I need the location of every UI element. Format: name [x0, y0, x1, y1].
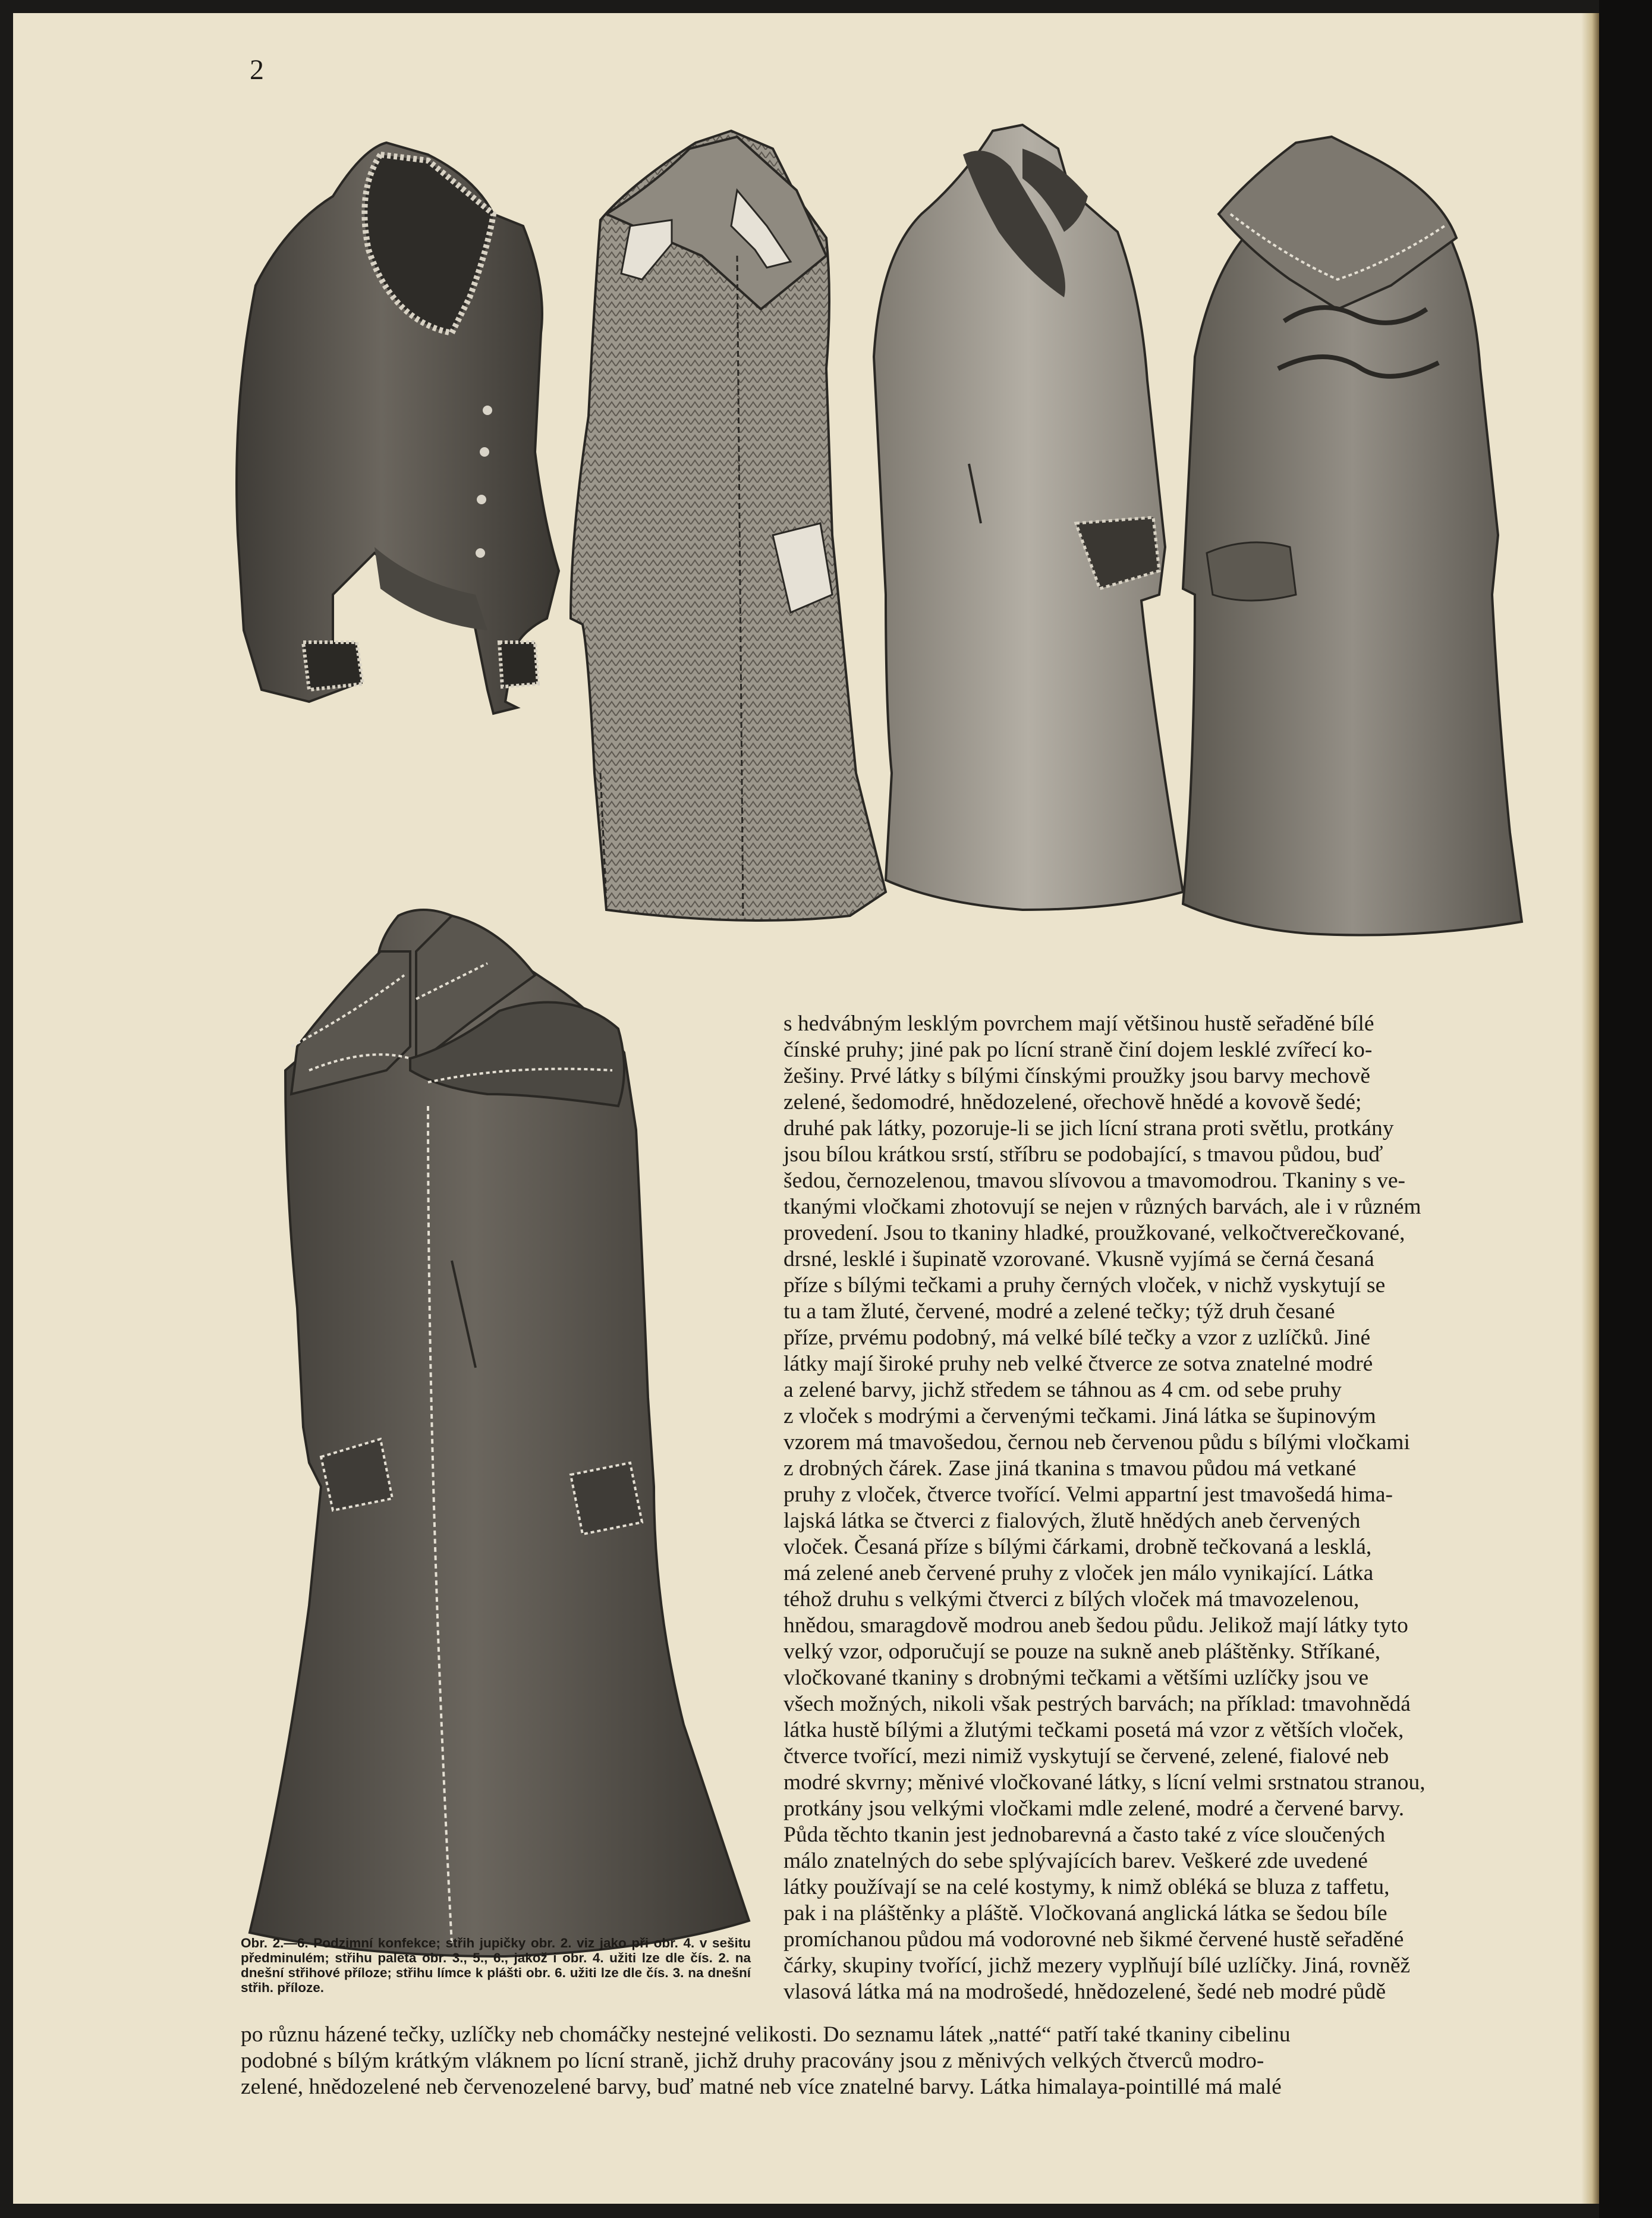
article-line: protkány jsou velkými vločkami mdle zelené, modré a červené barvy.: [783, 1796, 1405, 1821]
article-line: velký vzor, odporučují se pouze na sukně aneb pláštěnky. Stříkané,: [783, 1639, 1381, 1664]
article-line: šedou, černozelenou, tmavou slívovou a tmavomodrou. Tkaniny s ve-: [783, 1168, 1405, 1193]
article-line: vločkované tkaniny s drobnými tečkami a většími uzlíčky jsou ve: [783, 1666, 1369, 1690]
article-line: lajská látka se čtverci z fialových, žlutě hnědých aneb červených: [783, 1509, 1361, 1533]
article-column: [783, 1011, 1549, 2005]
article-line: zelené, hnědozelené neb červenozelené barvy, buď matné neb více znatelné barvy. Látka himalaya-pointillé má malé: [241, 2075, 1282, 2099]
coat-illustration: [1183, 137, 1522, 935]
article-line: vloček. Česaná příze s bílými čárkami, drobně tečkovaná a lesklá,: [783, 1535, 1372, 1559]
article-line: pruhy z vloček, čtverce tvořící. Velmi appartní jest tmavošedá hima-: [783, 1482, 1393, 1507]
article-line: jsou bílou krátkou srstí, stříbru se podobající, s tmavou půdou, buď: [783, 1142, 1383, 1167]
article-line: vzorem má tmavošedou, černou neb červenou půdu s bílými vločkami: [783, 1430, 1410, 1454]
article-line: příze s bílými tečkami a pruhy černých vloček, v nichž vyskytují se: [783, 1273, 1386, 1298]
article-line: Půda těchto tkanin jest jednobarevná a často také z více sloučených: [783, 1823, 1386, 1847]
article-line: má zelené aneb červené pruhy z vloček jen málo vynikající. Látka: [783, 1561, 1374, 1585]
article-line: látky mají široké pruhy neb velké čtverce ze sotva znatelné modré: [783, 1352, 1373, 1376]
article-line: čtverce tvořící, mezi nimiž vyskytují se červené, zelené, fialové neb: [783, 1744, 1389, 1768]
article-line: pak i na pláštěnky a pláště. Vločkovaná anglická látka se šedou bíle: [783, 1901, 1387, 1925]
article-line: s hedvábným lesklým povrchem mají většinou hustě seřaděné bílé: [783, 1011, 1374, 1036]
article-line: všech možných, nikoli však pestrých barvách; na příklad: tmavohnědá: [783, 1692, 1411, 1716]
coat-illustration: [250, 910, 749, 1956]
article-line: čínské pruhy; jiné pak po lícní straně činí dojem lesklé zvířecí ko-: [783, 1038, 1373, 1062]
article-line: vlasová látka má na modrošedé, hnědozelené, šedé neb modré půdě: [783, 1980, 1386, 2004]
article-line: promíchanou půdou má vodorovné neb šikmé červené hustě seřaděné: [783, 1927, 1404, 1952]
coat-illustration: [571, 131, 886, 920]
caption-text: Obr. 2.—6. Podzimní konfekce; střih jupičky obr. 2. viz jako při obr. 4. v sešitu předminulém; střihu paleta obr. 3., 5., 6., jakož i obr. 4. užiti lze dle čís. 2. na dnešní střihové příloze; střihu límce k plášti obr. 6. užiti lze dle čís. 3. na dnešní střih. příloze.: [241, 1936, 751, 1995]
article-line: provedení. Jsou to tkaniny hladké, proužkované, velkočtverečkované,: [783, 1221, 1405, 1245]
article-line: žešiny. Prvé látky s bílými čínskými proužky jsou barvy mechově: [783, 1064, 1370, 1088]
article-line: podobné s bílým krátkým vláknem po lícní straně, jichž druhy pracovány jsou z měnivých velkých čtverců modro-: [241, 2049, 1264, 2073]
article-line: tu a tam žluté, červené, modré a zelené tečky; týž druh česané: [783, 1299, 1335, 1324]
article-line: z drobných čárek. Zase jiná tkanina s tmavou půdou má vetkané: [783, 1456, 1357, 1481]
article-line: hnědou, smaragdově modrou aneb šedou půdu. Jelikož mají látky tyto: [783, 1613, 1408, 1638]
article-line: a zelené barvy, jichž středem se táhnou as 4 cm. od sebe pruhy: [783, 1378, 1342, 1402]
article-line: téhož druhu s velkými čtverci z bílých vloček má tmavozelenou,: [783, 1587, 1360, 1611]
coat-illustration: [874, 125, 1183, 910]
article-line: málo znatelných do sebe splývajících barev. Veškeré zde uvedené: [783, 1849, 1368, 1873]
article-line: druhé pak látky, pozoruje-li se jich lícní strana proti světlu, protkány: [783, 1116, 1394, 1141]
article-line: látky používají se na celé kostymy, k nimž obléká se bluza z taffetu,: [783, 1875, 1390, 1899]
article-line: z vloček s modrými a červenými tečkami. Jiná látka se šupinovým: [783, 1404, 1376, 1428]
jacket-illustration: [237, 143, 559, 714]
article-line: čárky, skupiny tvořící, jichž mezery vyplňují bílé uzlíčky. Jiná, rovněž: [783, 1953, 1411, 1978]
article-line: tkanými vločkami zhotovují se nejen v různých barvách, ale i v různém: [783, 1195, 1421, 1219]
article-line: po různu házené tečky, uzlíčky neb chomáčky nestejné velikosti. Do seznamu látek „natté“ patří také tkaniny cibelinu: [241, 2022, 1291, 2047]
article-line: drsné, lesklé i šupinatě vzorované. Vkusně vyjímá se černá česaná: [783, 1247, 1374, 1271]
article-line: látka hustě bílými a žlutými tečkami posetá má vzor z větších vloček,: [783, 1718, 1404, 1742]
article-full-width: [241, 2022, 1549, 2100]
article-line: příze, prvému podobný, má velké bílé tečky a vzor z uzlíčků. Jiné: [783, 1325, 1371, 1350]
article-line: modré skvrny; měnivé vločkované látky, s lícní velmi srstnatou stranou,: [783, 1770, 1426, 1795]
page-number: 2: [250, 54, 264, 86]
figure-caption: [241, 1936, 751, 1995]
article-line: zelené, šedomodré, hnědozelené, ořechově hnědé a kovově šedé;: [783, 1090, 1362, 1114]
